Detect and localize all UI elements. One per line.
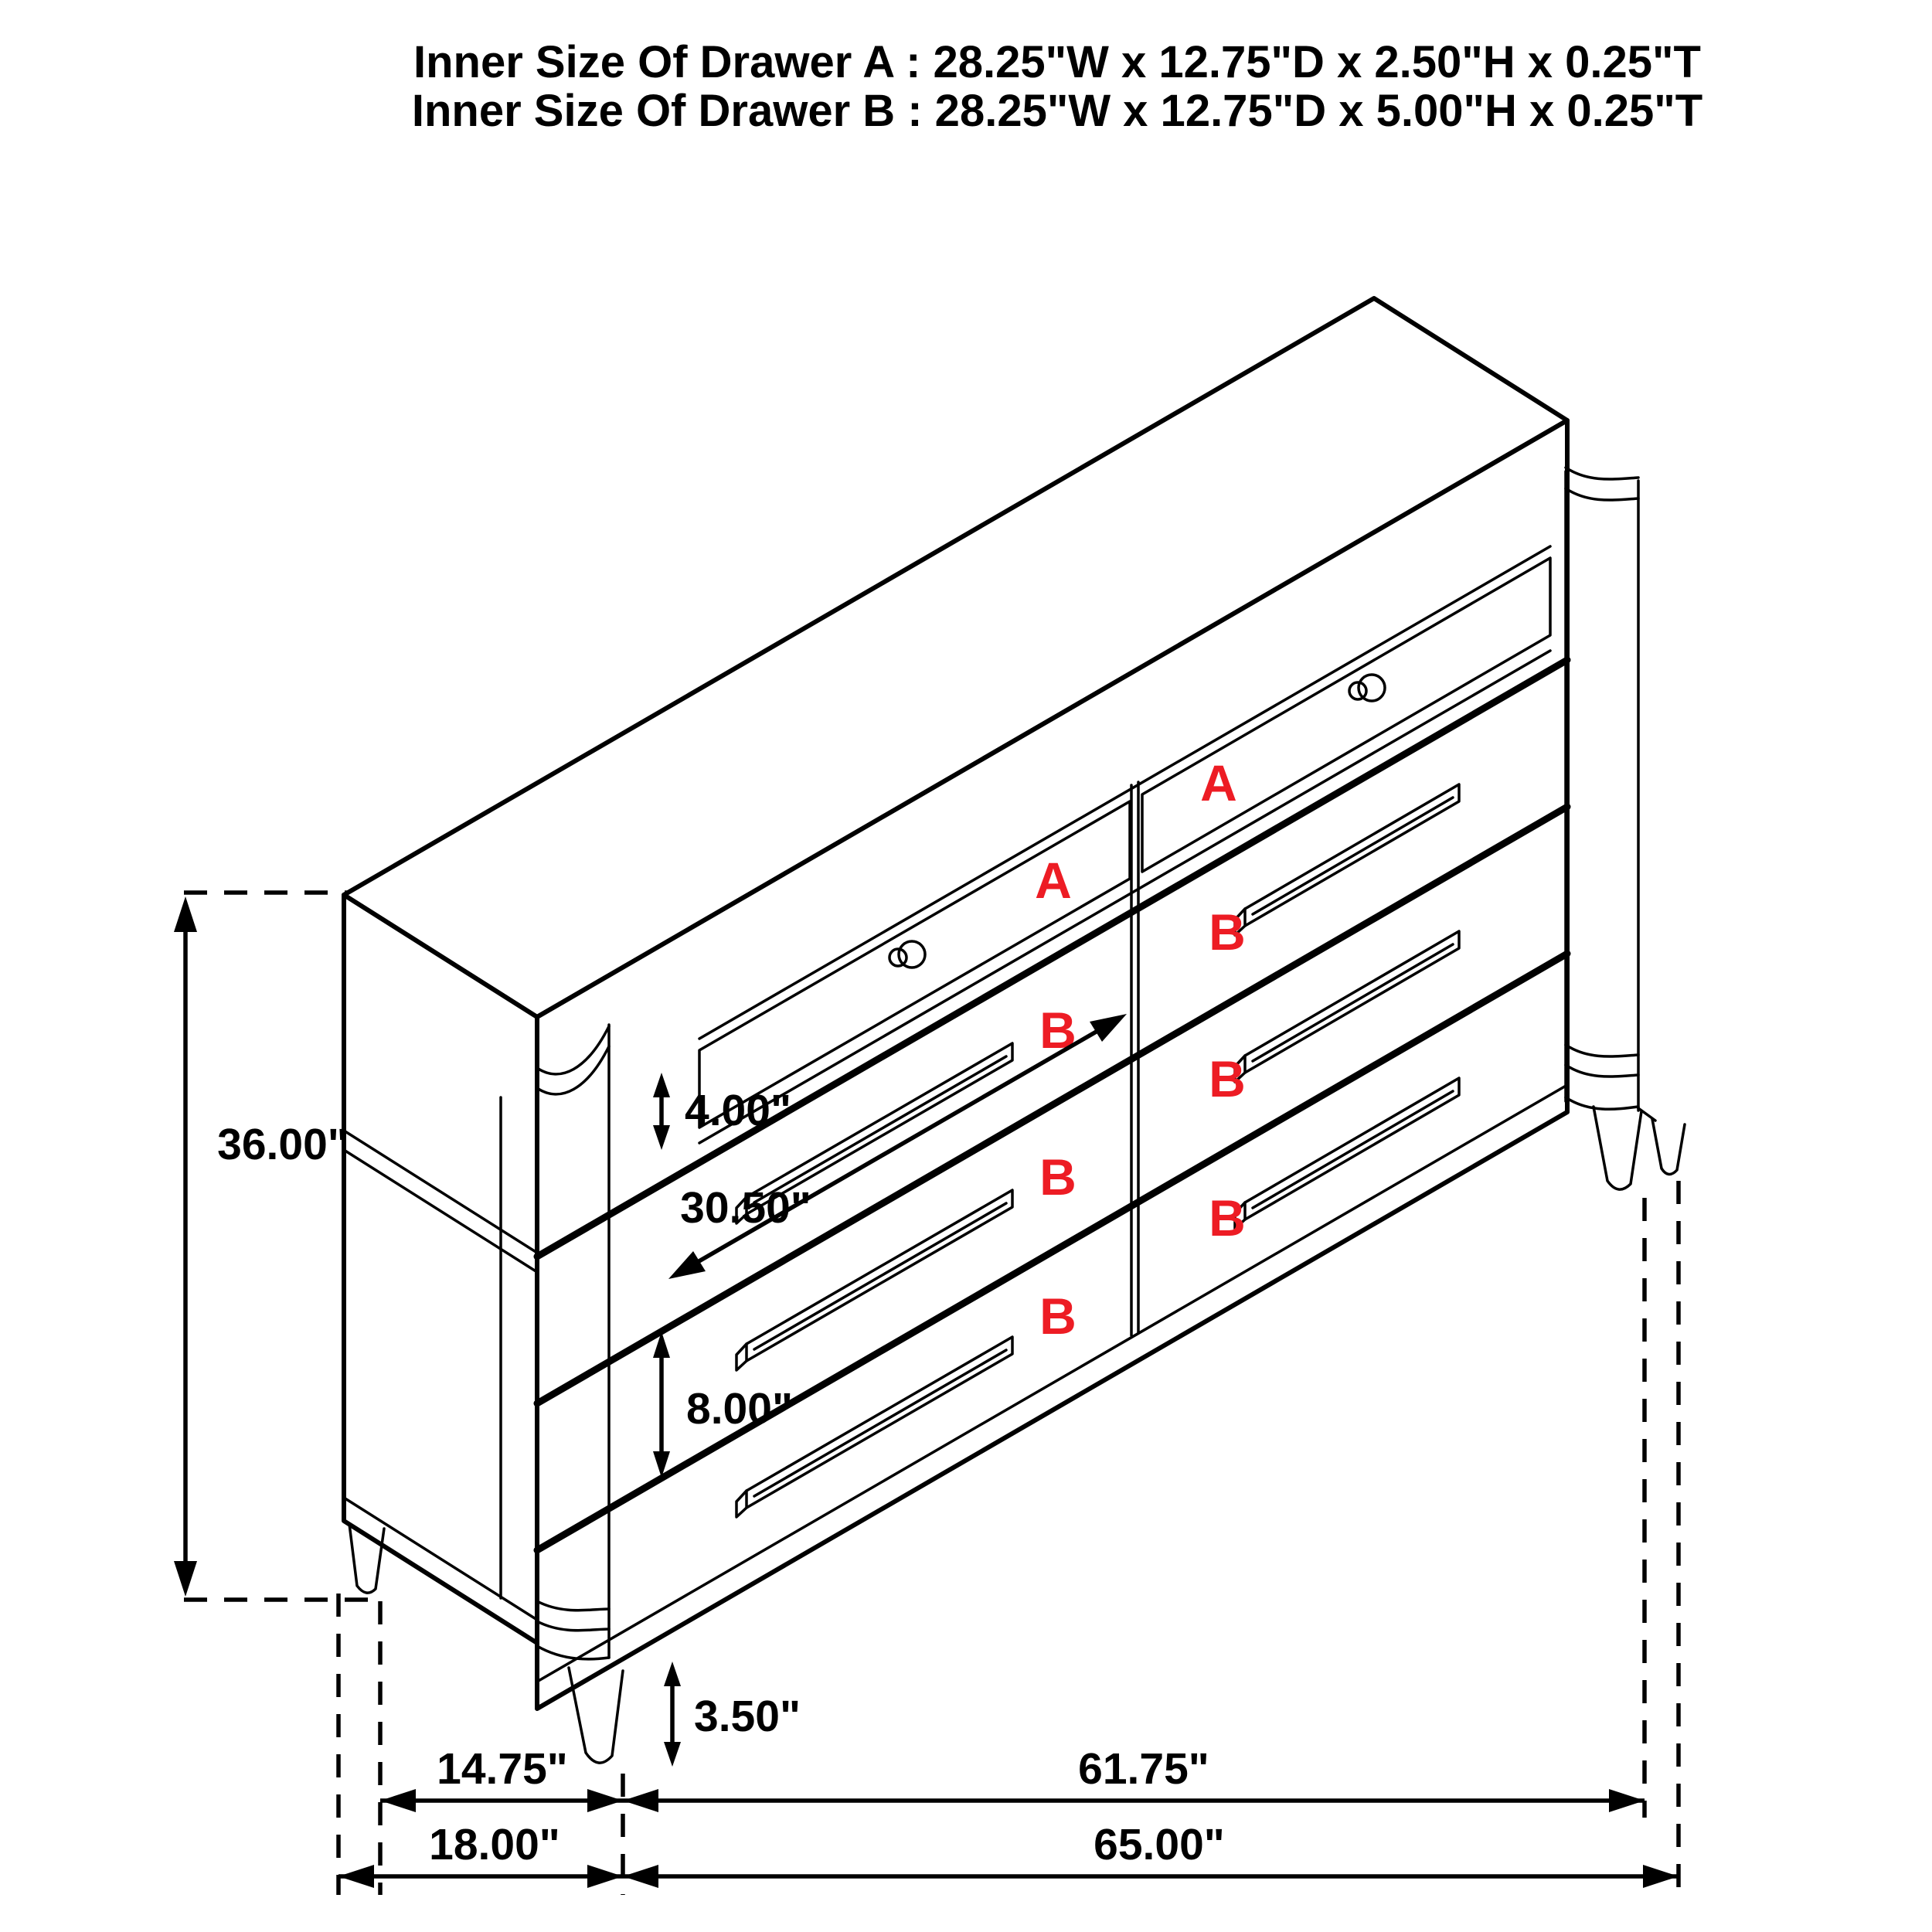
dim-overall-height-label: 36.00": [217, 1120, 349, 1169]
dim-overall-width-label: 65.00": [1094, 1820, 1225, 1869]
dim-leg-height-label: 3.50": [694, 1692, 801, 1741]
dim-drawer-b-height-label: 8.00": [686, 1384, 793, 1434]
dim-leg-height: [664, 1662, 801, 1767]
dim-drawer-inner-width-label: 30.50": [680, 1183, 811, 1233]
dim-row-legs: [380, 1744, 1645, 1812]
title-line-drawer-b: Inner Size Of Drawer B : 28.25"W x 12.75"D x 5.00"H x 0.25"T: [411, 86, 1703, 136]
dresser-drawing: [344, 298, 1685, 1763]
drawer-label-b-right-3: B: [1209, 1189, 1246, 1247]
dim-leg-span-width-label: 61.75": [1078, 1744, 1209, 1794]
front-right-post: [1566, 468, 1655, 1121]
dim-overall-depth-label: 18.00": [429, 1820, 560, 1869]
drawer-label-a-right: A: [1200, 754, 1237, 811]
title-line-drawer-a: Inner Size Of Drawer A : 28.25"W x 12.75"D x 2.50"H x 0.25"T: [413, 37, 1701, 87]
left-side-panel: [344, 895, 537, 1643]
drawer-label-b-right-1: B: [1209, 903, 1246, 961]
title-block: [412, 37, 1702, 136]
dim-leg-span-depth-label: 14.75": [437, 1744, 568, 1794]
drawer-label-b-left-1: B: [1039, 1002, 1077, 1059]
front-right-leg: [1594, 1107, 1641, 1189]
drawer-label-b-left-2: B: [1039, 1148, 1077, 1206]
drawer-label-b-left-3: B: [1039, 1287, 1077, 1345]
dim-row-overall: [338, 1820, 1679, 1888]
dim-drawer-a-height-label: 4.00": [685, 1086, 791, 1135]
drawer-label-a-left: A: [1035, 852, 1072, 909]
rear-right-leg: [1652, 1119, 1685, 1175]
drawer-label-b-right-2: B: [1209, 1050, 1246, 1107]
